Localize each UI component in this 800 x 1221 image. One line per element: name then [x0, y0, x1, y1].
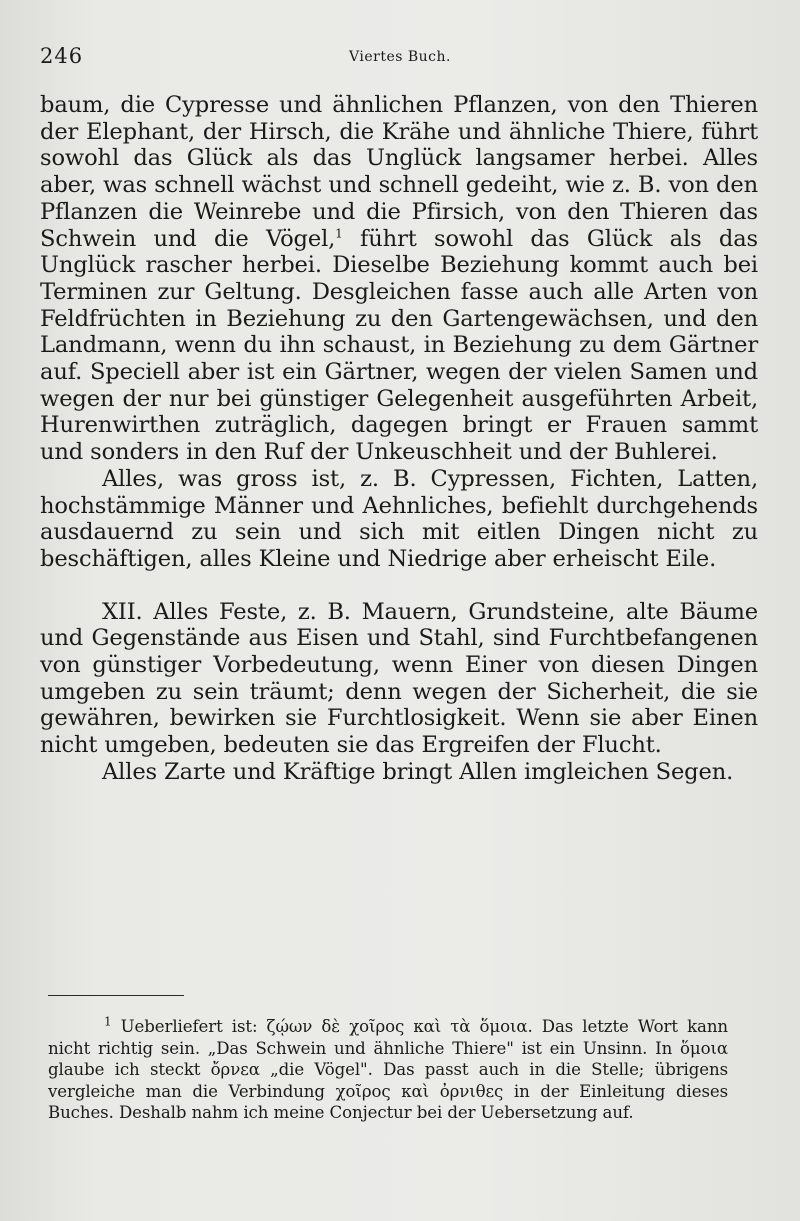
page-header	[40, 44, 760, 74]
paragraph	[40, 92, 758, 466]
running-title: Viertes Buch.	[349, 49, 451, 65]
section-paragraph: XII. Alles Feste, z. B. Mauern, Grundsteine, alte Bäume und Gegenstände aus Eisen und Stahl, sind Furchtbefangenen von günstiger Vorbedeutung, wenn Einer von diesen Dingen umgeben zu sein träumt; denn wegen der Sicherheit, die sie gewähren, bewirken sie Furchtlosigkeit. Wenn sie aber Einen nicht umgeben, bedeuten sie das Ergreifen der Flucht.	[40, 598, 758, 759]
footnote-text: Ueberliefert ist: ζῴων δὲ χοῖρος καὶ τὰ ὅμοια. Das letzte Wort kann nicht richtig sein. „Das Schwein und ähnliche Thiere" ist ein Unsinn. In ὅμοια glaube ich steckt ὄρνεα „die Vögel". Das passt auch in die Stelle; übrigens vergleiche man die Verbindung χοῖρος καὶ ὀρνιθες in der Einleitung dieses Buches. Deshalb nahm ich meine Conjectur bei der Uebersetzung auf.	[48, 1017, 728, 1123]
footnote-paragraph	[48, 1016, 728, 1124]
page-number: 246	[40, 44, 84, 68]
footnote-mark: 1	[104, 1014, 112, 1029]
paragraph: Alles, was gross ist, z. B. Cypressen, Fichten, Latten, hochstämmige Männer und Aehnliches, befiehlt durchgehends ausdauernd zu sein und sich mit eitlen Dingen nicht zu beschäftigen, alles Kleine und Niedrige aber erheischt Eile.	[40, 465, 758, 572]
paragraph: Alles Zarte und Kräftige bringt Allen imgleichen Segen.	[102, 758, 734, 785]
paragraph-text: führt sowohl das Glück als das Unglück rascher herbei. Dieselbe Beziehung kommt auch bei Terminen zur Geltung. Desgleichen fasse auch alle Arten von Feldfrüchten in Beziehung zu den Gartengewächsen, und den Landmann, wenn du ihn schaust, in Beziehung zu dem Gärtner auf. Speciell aber ist ein Gärtner, wegen der vielen Samen und wegen der nur bei günstiger Gelegenheit ausgeführten Arbeit, Hurenwirthen zuträglich, dagegen bringt er Frauen sammt und sonders in den Ruf der Unkeuschheit und der Buhlerei.	[40, 225, 758, 466]
footnote	[48, 1016, 728, 1124]
footnote-divider	[48, 995, 184, 996]
main-text	[40, 92, 758, 786]
footnote-reference: 1	[335, 225, 343, 240]
paragraph-text: baum, die Cypresse und ähnlichen Pflanzen, von den Thieren der Elephant, der Hirsch, die Krähe und ähnliche Thiere, führt sowohl das Glück als das Unglück langsamer herbei. Alles aber, was schnell wächst und schnell gedeiht, wie z. B. von den Pflanzen die Weinrebe und die Pfirsich, von den Thieren das Schwein und die Vögel,	[40, 92, 758, 252]
